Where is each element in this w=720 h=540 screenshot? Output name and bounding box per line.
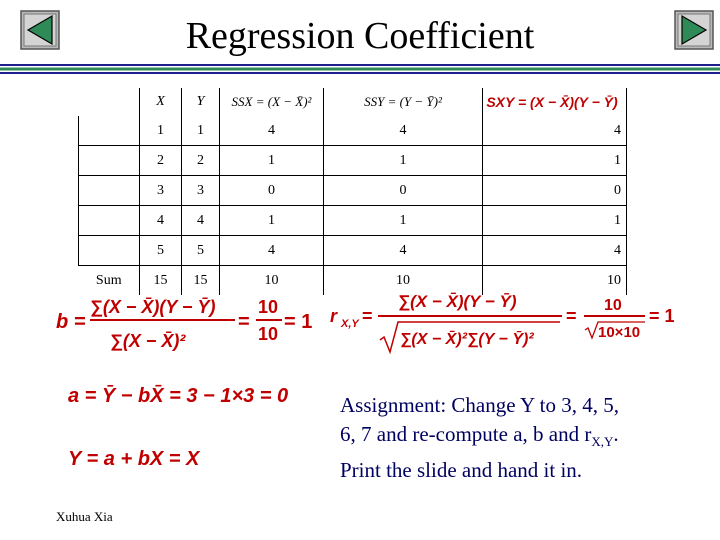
- assignment-text: [340, 391, 710, 485]
- assignment-line-2-end: .: [613, 422, 619, 446]
- correlation-den-value: 10×10: [598, 324, 641, 341]
- cell-ssy: 1: [324, 206, 483, 236]
- assignment-subscript: X,Y: [591, 434, 614, 450]
- cell-y-sum: 15: [182, 266, 220, 296]
- cell-sxy-sum: 10: [483, 266, 627, 296]
- slope-numerator: ∑(X − X̄)(Y − Ȳ): [90, 297, 216, 317]
- cell-x: 2: [140, 146, 182, 176]
- correlation-lhs: r: [330, 306, 338, 326]
- cell-x-sum: 15: [140, 266, 182, 296]
- cell-sxy: 0: [483, 176, 627, 206]
- correlation-numerator: ∑(X − X̄)(Y − Ȳ): [398, 292, 517, 311]
- cell-ssy: 1: [324, 146, 483, 176]
- cell-x: 1: [140, 116, 182, 146]
- cell-ssy: 0: [324, 176, 483, 206]
- cell-ssx-sum: 10: [220, 266, 324, 296]
- cell-sxy: 4: [483, 236, 627, 266]
- assignment-line-1: Assignment: Change Y to 3, 4, 5,: [340, 393, 620, 417]
- row-label-sum: Sum: [79, 266, 140, 296]
- slope-num-value: 10: [258, 297, 279, 317]
- slope-formula: [56, 297, 312, 351]
- slope-result: = 1: [284, 311, 313, 333]
- correlation-subscript: X,Y: [341, 318, 359, 330]
- cell-ssx: 0: [220, 176, 324, 206]
- correlation-equals-2: =: [566, 306, 577, 326]
- correlation-denominator: ∑(X − X̄)²∑(Y − Ȳ)²: [400, 331, 534, 348]
- cell-ssy: 4: [324, 116, 483, 146]
- cell-sxy: 4: [483, 116, 627, 146]
- header-sxy: SXY = (X − X̄)(Y − Ȳ): [483, 88, 627, 116]
- correlation-equals: =: [362, 306, 373, 326]
- slope-equals: =: [238, 311, 250, 333]
- cell-ssx: 1: [220, 146, 324, 176]
- slope-denominator: ∑(X − X̄)²: [110, 331, 186, 351]
- cell-ssx: 4: [220, 116, 324, 146]
- assignment-line-3: Print the slide and hand it in.: [340, 458, 583, 483]
- cell-ssx: 4: [220, 236, 324, 266]
- correlation-formula: [330, 292, 675, 352]
- cell-y: 3: [182, 176, 220, 206]
- cell-y: 2: [182, 146, 220, 176]
- correlation-num-value: 10: [604, 297, 622, 314]
- cell-y: 1: [182, 116, 220, 146]
- header-ssy: SSY = (Y − Ȳ)²: [324, 88, 483, 116]
- header-y: Y: [182, 88, 220, 116]
- cell-y: 4: [182, 206, 220, 236]
- header-ssx: SSX = (X − X̄)²: [220, 88, 324, 116]
- author-footer: Xuhua Xia: [56, 509, 113, 524]
- slope-lhs: b =: [56, 311, 86, 333]
- header-x: X: [140, 88, 182, 116]
- slope-den-value: 10: [258, 324, 279, 344]
- intercept-formula: a = Ȳ − bX̄ = 3 − 1×3 = 0: [68, 385, 289, 407]
- cell-x: 4: [140, 206, 182, 236]
- cell-sxy: 1: [483, 146, 627, 176]
- cell-ssy: 4: [324, 236, 483, 266]
- cell-x: 5: [140, 236, 182, 266]
- correlation-result: = 1: [649, 306, 675, 326]
- assignment-line-2-text: 6, 7 and re-compute a, b and r: [340, 422, 592, 446]
- cell-sxy: 1: [483, 206, 627, 236]
- cell-ssx: 1: [220, 206, 324, 236]
- cell-ssy-sum: 10: [324, 266, 483, 296]
- slide-title: Regression Coefficient: [185, 15, 535, 57]
- regression-line-formula: Y = a + bX = X: [68, 448, 200, 470]
- assignment-line-2: [340, 420, 710, 456]
- cell-y: 5: [182, 236, 220, 266]
- cell-x: 3: [140, 176, 182, 206]
